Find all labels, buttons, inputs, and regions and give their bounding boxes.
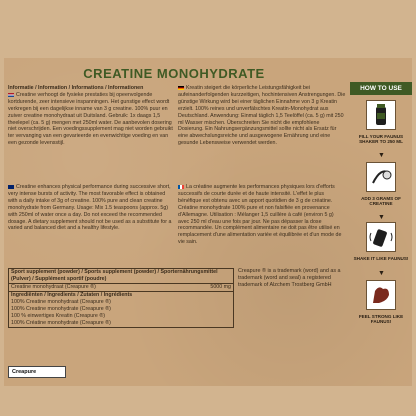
trademark-note: Creapure ® is a trademark (word) and as a trademark (word and seal) a registered trademark of Alzchem Trostberg GmbH: [238, 268, 341, 288]
shaker-icon: [366, 100, 396, 130]
list-item: [9, 313, 233, 320]
arrow-down-icon: ▼: [378, 152, 385, 159]
page-title: CREATINE MONOHYDRATE: [83, 66, 265, 81]
flag-fr-icon: [178, 185, 184, 189]
creapure-logo: [8, 366, 66, 378]
table-header: [9, 269, 233, 283]
step-4-text: FEEL STRONG LIKE FAUNUS!: [358, 314, 404, 325]
list-item: [9, 299, 233, 306]
info-heading: Informatie / Information / Informations / Informationen: [8, 85, 144, 91]
table-row: [9, 283, 233, 291]
flag-gb-icon: [8, 185, 14, 189]
en-section: [8, 184, 174, 232]
how-to-use-heading: HOW TO USE: [350, 82, 412, 95]
ingredient-text: 100 % einwertiges Kreatin (Creapure ®): [11, 313, 105, 319]
list-item: [9, 320, 233, 327]
fr-text: La créatine augmente les performances physiques lors d'efforts successifs de courte durée et de haute intensité. L'effet le plus bénéfique est obtenu avec un apport quotidien de 3 g de créatine. Créatine monohydrate 100% pure et non falsifiée en provenance d'Allemagne. Utilisation : Mélanger 1,5 cuillère à café (environ 5 g) avec 250 ml d'eau une fois par jour. Ne pas dépasser la dose recommandée. Un complément alimentaire ne doit pas être utilisé en remplacement d'une alimentation variée et équilibrée et d'un mode de vie sain.: [178, 184, 342, 246]
de-text: Kreatin steigert die körperliche Leistungsfähigkeit bei aufeinanderfolgenden kurzzeitigen, hochintensiven Anstrengungen. Die günstige Wirkung wird bei einer täglichen Einnahme von 3 g Kreatin erzielt. 100% reines und unverfälschtes Kreatin-Monohydrat aus Deutschland. Anwendung: Einmal täglich 1,5 Teelöffel (ca. 5 g) mit 250 ml Wasser mischen. Überschreiten Sie nicht die empfohlene Dosierung. Ein Nahrungsergänzungsmittel sollte nicht als Ersatz für eine abwechslungsreiche und ausgewogene Ernährung und eine gesunde Lebensweise verwendet werden.: [178, 85, 346, 147]
arrow-down-icon: ▼: [378, 214, 385, 221]
row-label: Creatine monohydraat (Creapure ®): [11, 284, 96, 290]
arrow-down-icon: ▼: [378, 270, 385, 277]
ingredients-heading: [9, 291, 233, 299]
ingredients-heading-text: Ingrediënten / Ingredients / Zutaten / Ingrédients: [11, 292, 133, 298]
de-section: [178, 85, 346, 147]
ingredient-text: 100% Créatine monohydrate (Creapure ®): [11, 320, 111, 326]
muscle-icon: [366, 280, 396, 310]
en-text: Creatine enhances physical performance during successive short, very intense bursts of activity. The most favorable effect is obtained with a daily intake of 3g of creatine. 100% pure and clean creatine monohydrate from Germany. Usage: Mix 1.5 teaspoons (approx. 5g) with 250ml of water once a day. Do not exceed the recommended dosage. A dietary supplement should not be used as a substitute for a varied and balanced diet and a healthy lifestyle.: [8, 184, 172, 232]
table-header-text: Sport supplement (powder) / Sports supplement (powder) / Sporternährungsmittel (Pulver) / Supplément sportif (poudre): [11, 269, 218, 282]
step-3-text: SHAKE IT LIKE FAUNUS!: [353, 256, 409, 261]
flag-de-icon: [178, 86, 184, 90]
supplement-table: [8, 268, 234, 328]
list-item: [9, 306, 233, 313]
shake-icon: [366, 222, 396, 252]
step-1-text: FILL YOUR FAUNUS SHAKER TO 250 ML: [358, 134, 404, 145]
fr-section: [178, 184, 346, 246]
scoop-icon: [366, 162, 396, 192]
flag-nl-icon: [8, 93, 14, 97]
ingredient-text: 100% Creatine monohydraat (Creapure ®): [11, 299, 111, 305]
ingredient-text: 100% Creatine monohydrate (Creapure ®): [11, 306, 111, 312]
row-value: 5000 mg: [210, 284, 231, 290]
nl-section: [8, 85, 174, 147]
creapure-logo-text: Creapure: [12, 369, 37, 375]
step-2-text: ADD 3 GRAMS OF CREATINE: [361, 196, 401, 207]
nl-text: Creatine verhoogt de fysieke prestaties bij opeenvolgende kortdurende, zeer intensieve inspanningen. Het gunstige effect wordt verkregen bij een dagelijkse inname van 3 g creatine. 100% puur en zuiver creatine monohydraat uit Duitsland. Gebruik: 1x daags 1,5 theelepel (ca. 5 g) mengen met 250ml water. De aanbevolen dosering niet overschrijden. Een voedingssupplement mag niet worden gebruikt ter vervanging van een gevarieerde en evenwichtige voeding en van een gezonde levensstijl.: [8, 91, 173, 147]
